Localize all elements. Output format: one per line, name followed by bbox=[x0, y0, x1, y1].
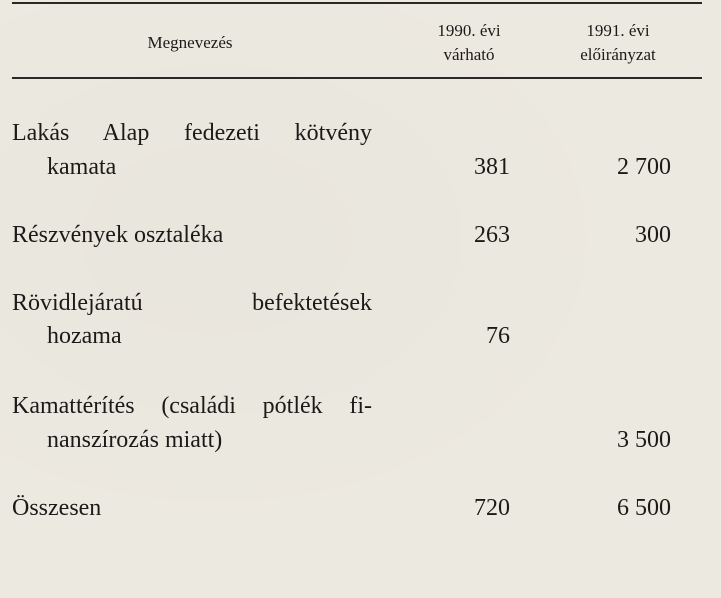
total-1991: 6 500 bbox=[617, 495, 671, 521]
header-1991 bbox=[548, 19, 688, 67]
row-label-continuation: hozama bbox=[47, 323, 122, 349]
row-label-continuation: kamata bbox=[47, 154, 117, 180]
header-1991-line2: előirányzat bbox=[580, 45, 656, 64]
header-1991-line1: 1991. évi bbox=[586, 21, 650, 40]
value-1991: 2 700 bbox=[617, 154, 671, 180]
value-1990: 381 bbox=[474, 154, 510, 180]
row-label: Részvények osztaléka bbox=[12, 222, 224, 248]
row-label: Kamattérítés (családi pótlék fi- bbox=[12, 393, 372, 419]
header-1990-line2: várható bbox=[443, 45, 495, 64]
value-1991: 300 bbox=[635, 222, 671, 248]
value-1990: 263 bbox=[474, 222, 510, 248]
value-1991: 3 500 bbox=[617, 427, 671, 453]
table-top-rule bbox=[12, 2, 702, 4]
header-1990 bbox=[415, 19, 523, 67]
row-label: Rövidlejáratú befektetések bbox=[12, 290, 372, 316]
header-1990-line1: 1990. évi bbox=[437, 21, 501, 40]
row-label: Lakás Alap fedezeti kötvény bbox=[12, 120, 372, 146]
total-1990: 720 bbox=[474, 495, 510, 521]
header-name: Megnevezés bbox=[147, 33, 233, 52]
value-1990: 76 bbox=[486, 323, 510, 349]
table-header-rule bbox=[12, 77, 702, 79]
row-label-continuation: nanszírozás miatt) bbox=[47, 427, 223, 453]
total-label: Összesen bbox=[12, 495, 102, 521]
